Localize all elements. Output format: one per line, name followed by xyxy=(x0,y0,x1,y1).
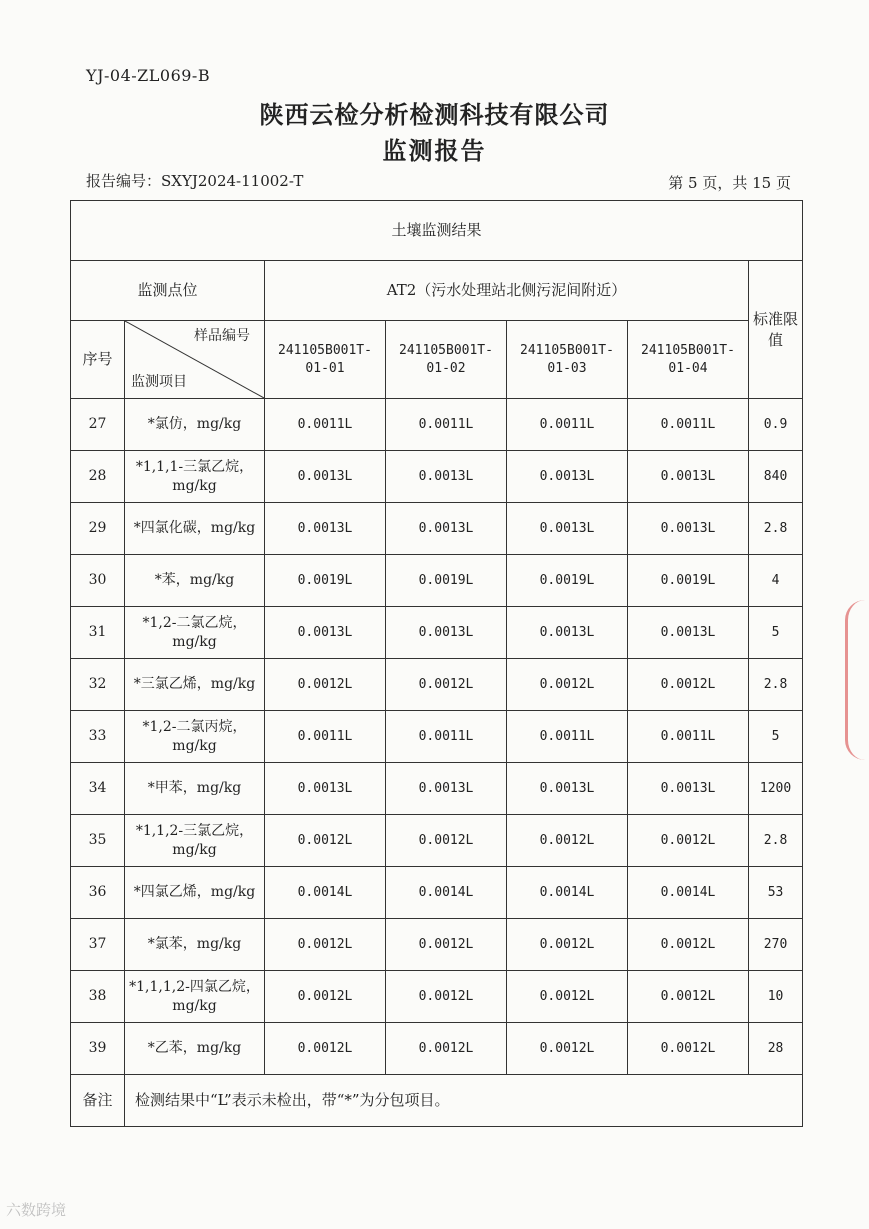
row-limit: 10 xyxy=(749,971,803,1023)
row-value: 0.0011L xyxy=(628,711,749,763)
row-item: *1,1,1-三氯乙烷，mg/kg xyxy=(125,451,265,503)
row-value: 0.0019L xyxy=(628,555,749,607)
row-value: 0.0013L xyxy=(628,607,749,659)
remark-label: 备注 xyxy=(71,1075,125,1127)
row-limit: 2.8 xyxy=(749,503,803,555)
row-limit: 5 xyxy=(749,711,803,763)
row-number: 35 xyxy=(71,815,125,867)
row-number: 29 xyxy=(71,503,125,555)
row-value: 0.0012L xyxy=(386,1023,507,1075)
row-number: 27 xyxy=(71,399,125,451)
row-item: *1,1,1,2-四氯乙烷，mg/kg xyxy=(125,971,265,1023)
table-row xyxy=(71,399,803,451)
report-number: 报告编号：SXYJ2024-11002-T xyxy=(86,172,304,190)
row-limit: 53 xyxy=(749,867,803,919)
row-item: *苯，mg/kg xyxy=(125,555,265,607)
row-value: 0.0019L xyxy=(265,555,386,607)
row-value: 0.0012L xyxy=(628,919,749,971)
row-number: 30 xyxy=(71,555,125,607)
company-name: 陕西云检分析检测科技有限公司 xyxy=(259,101,610,129)
table-row xyxy=(71,555,803,607)
red-stamp-edge xyxy=(845,600,869,760)
row-limit: 840 xyxy=(749,451,803,503)
row-limit: 5 xyxy=(749,607,803,659)
row-item: *乙苯，mg/kg xyxy=(125,1023,265,1075)
row-value: 0.0013L xyxy=(507,607,628,659)
table-row xyxy=(71,607,803,659)
row-value: 0.0012L xyxy=(628,815,749,867)
seq-header: 序号 xyxy=(71,321,125,399)
row-number: 39 xyxy=(71,1023,125,1075)
row-item: *四氯化碳，mg/kg xyxy=(125,503,265,555)
row-value: 0.0012L xyxy=(265,815,386,867)
row-limit: 1200 xyxy=(749,763,803,815)
row-value: 0.0013L xyxy=(628,763,749,815)
row-value: 0.0013L xyxy=(628,451,749,503)
row-value: 0.0014L xyxy=(265,867,386,919)
row-value: 0.0011L xyxy=(386,399,507,451)
row-value: 0.0012L xyxy=(507,659,628,711)
row-item: *1,1,2-三氯乙烷，mg/kg xyxy=(125,815,265,867)
sample-id-2: 241105B001T-01-02 xyxy=(386,321,507,399)
table-row xyxy=(71,451,803,503)
row-value: 0.0013L xyxy=(507,763,628,815)
row-value: 0.0013L xyxy=(507,451,628,503)
row-value: 0.0012L xyxy=(628,1023,749,1075)
row-limit: 0.9 xyxy=(749,399,803,451)
row-value: 0.0012L xyxy=(265,1023,386,1075)
row-item: *三氯乙烯，mg/kg xyxy=(125,659,265,711)
table-row xyxy=(71,1023,803,1075)
row-value: 0.0013L xyxy=(507,503,628,555)
remark-text: 检测结果中“L”表示未检出，带“*”为分包项目。 xyxy=(125,1075,803,1127)
page-number: 第 5 页，共 15 页 xyxy=(668,174,791,192)
table-row xyxy=(71,711,803,763)
row-number: 37 xyxy=(71,919,125,971)
row-value: 0.0012L xyxy=(507,815,628,867)
table-row xyxy=(71,659,803,711)
report-title: 监测报告 xyxy=(382,137,487,165)
row-value: 0.0012L xyxy=(265,659,386,711)
row-value: 0.0014L xyxy=(386,867,507,919)
row-limit: 270 xyxy=(749,919,803,971)
row-item: *氯仿，mg/kg xyxy=(125,399,265,451)
row-item: *氯苯，mg/kg xyxy=(125,919,265,971)
table-row xyxy=(71,503,803,555)
row-limit: 4 xyxy=(749,555,803,607)
standard-limit-label: 标准限值 xyxy=(753,310,799,349)
row-value: 0.0013L xyxy=(386,451,507,503)
site-label: 监测点位 xyxy=(71,261,265,321)
row-value: 0.0013L xyxy=(265,607,386,659)
row-value: 0.0012L xyxy=(628,659,749,711)
row-value: 0.0012L xyxy=(265,971,386,1023)
sample-id-3: 241105B001T-01-03 xyxy=(507,321,628,399)
row-item: *1,2-二氯乙烷，mg/kg xyxy=(125,607,265,659)
table-row xyxy=(71,867,803,919)
row-item: *四氯乙烯，mg/kg xyxy=(125,867,265,919)
watermark-logo: 六数跨境 xyxy=(6,1201,67,1219)
row-value: 0.0013L xyxy=(386,607,507,659)
row-value: 0.0012L xyxy=(386,659,507,711)
row-limit: 28 xyxy=(749,1023,803,1075)
row-number: 33 xyxy=(71,711,125,763)
diagonal-header-cell xyxy=(125,321,265,399)
table-row xyxy=(71,919,803,971)
row-limit: 2.8 xyxy=(749,659,803,711)
row-value: 0.0014L xyxy=(628,867,749,919)
row-value: 0.0013L xyxy=(265,503,386,555)
document-code: YJ-04-ZL069-B xyxy=(86,66,211,85)
row-number: 36 xyxy=(71,867,125,919)
row-value: 0.0019L xyxy=(386,555,507,607)
row-number: 32 xyxy=(71,659,125,711)
row-number: 31 xyxy=(71,607,125,659)
row-number: 38 xyxy=(71,971,125,1023)
sample-id-4: 241105B001T-01-04 xyxy=(628,321,749,399)
row-value: 0.0013L xyxy=(386,503,507,555)
sample-id-1: 241105B001T-01-01 xyxy=(265,321,386,399)
row-value: 0.0013L xyxy=(628,503,749,555)
row-value: 0.0013L xyxy=(265,451,386,503)
row-value: 0.0012L xyxy=(628,971,749,1023)
row-value: 0.0012L xyxy=(265,919,386,971)
row-number: 34 xyxy=(71,763,125,815)
row-value: 0.0013L xyxy=(265,763,386,815)
row-value: 0.0011L xyxy=(507,711,628,763)
row-value: 0.0011L xyxy=(507,399,628,451)
row-value: 0.0012L xyxy=(386,815,507,867)
row-number: 28 xyxy=(71,451,125,503)
row-value: 0.0012L xyxy=(386,971,507,1023)
table-row xyxy=(71,971,803,1023)
sample-no-label: 样品编号 xyxy=(194,328,250,344)
row-value: 0.0011L xyxy=(386,711,507,763)
row-value: 0.0012L xyxy=(507,1023,628,1075)
standard-limit-header xyxy=(749,261,803,399)
row-value: 0.0013L xyxy=(386,763,507,815)
row-value: 0.0012L xyxy=(507,971,628,1023)
table-row xyxy=(71,815,803,867)
row-limit: 2.8 xyxy=(749,815,803,867)
table-row xyxy=(71,763,803,815)
row-value: 0.0012L xyxy=(386,919,507,971)
row-value: 0.0011L xyxy=(628,399,749,451)
results-table xyxy=(70,200,803,1127)
row-item: *甲苯，mg/kg xyxy=(125,763,265,815)
remark-row xyxy=(71,1075,803,1127)
site-name: AT2（污水处理站北侧污泥间附近） xyxy=(265,261,749,321)
row-value: 0.0011L xyxy=(265,399,386,451)
row-value: 0.0012L xyxy=(507,919,628,971)
row-value: 0.0014L xyxy=(507,867,628,919)
row-item: *1,2-二氯丙烷，mg/kg xyxy=(125,711,265,763)
section-title: 土壤监测结果 xyxy=(71,201,803,261)
item-label: 监测项目 xyxy=(131,374,187,391)
row-value: 0.0019L xyxy=(507,555,628,607)
row-value: 0.0011L xyxy=(265,711,386,763)
